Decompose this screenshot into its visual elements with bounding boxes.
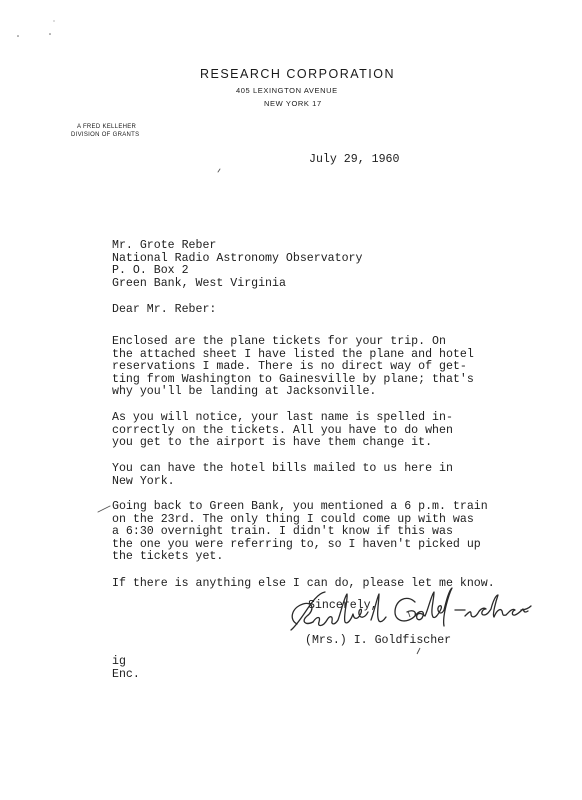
signer-name: (Mrs.) I. Goldfischer — [305, 634, 452, 647]
letter-date: July 29, 1960 — [309, 153, 400, 166]
speck — [218, 169, 220, 172]
speck — [53, 20, 54, 21]
margin-tick — [98, 506, 110, 512]
paragraph-line: ting from Washington to Gainesville by plane; that's — [112, 372, 474, 386]
paragraph-line: As you will notice, your last name is spelled in- — [112, 411, 453, 424]
paragraph-line: correctly on the tickets. All you have to do when — [112, 423, 453, 437]
speck — [49, 33, 51, 35]
paragraph-line: a 6:30 overnight train. I didn't know if this was — [112, 525, 453, 539]
salutation: Dear Mr. Reber: — [112, 303, 217, 316]
enclosure-note: Enc. — [112, 668, 140, 681]
paragraph-line: You can have the hotel bills mailed to us here in — [112, 462, 453, 475]
typist-initials: ig — [112, 655, 126, 668]
paragraph-line: Enclosed are the plane tickets for your trip. On — [112, 335, 446, 348]
paragraph-line: why you'll be landing at Jacksonville. — [112, 385, 377, 399]
signature-tail — [408, 611, 420, 654]
paragraph-line: reservations I made. There is no direct way of get- — [112, 360, 467, 374]
address-city: NEW YORK 17 — [264, 99, 322, 108]
paragraph-line: on the 23rd. The only thing I could come up with was — [112, 512, 474, 526]
recipient-line: Mr. Grote Reber — [112, 239, 217, 252]
recipient-line: P. O. Box 2 — [112, 264, 189, 278]
speck — [17, 35, 19, 37]
paragraph-line: you get to the airport is have them change it. — [112, 436, 433, 450]
paragraph-line: the one you were referring to, so I haven't picked up — [112, 537, 481, 551]
organization-name: RESEARCH CORPORATION — [199, 67, 396, 81]
paragraph-line: the attached sheet I have listed the plane and hotel — [112, 347, 474, 361]
closing: Sincerely, — [308, 599, 378, 612]
recipient-line: National Radio Astronomy Observatory — [112, 251, 363, 265]
address-street: 405 LEXINGTON AVENUE — [236, 86, 338, 95]
sender-name: A FRED KELLEHER — [77, 124, 137, 130]
sender-department: DIVISION OF GRANTS — [71, 132, 140, 138]
paragraph-line: Going back to Green Bank, you mentioned a 6 p.m. train — [112, 500, 488, 513]
recipient-line: Green Bank, West Virginia — [112, 276, 286, 290]
paragraph-line: the tickets yet. — [112, 550, 224, 564]
paragraph-line: If there is anything else I can do, please let me know. — [112, 577, 495, 590]
paragraph-line: New York. — [112, 474, 175, 488]
